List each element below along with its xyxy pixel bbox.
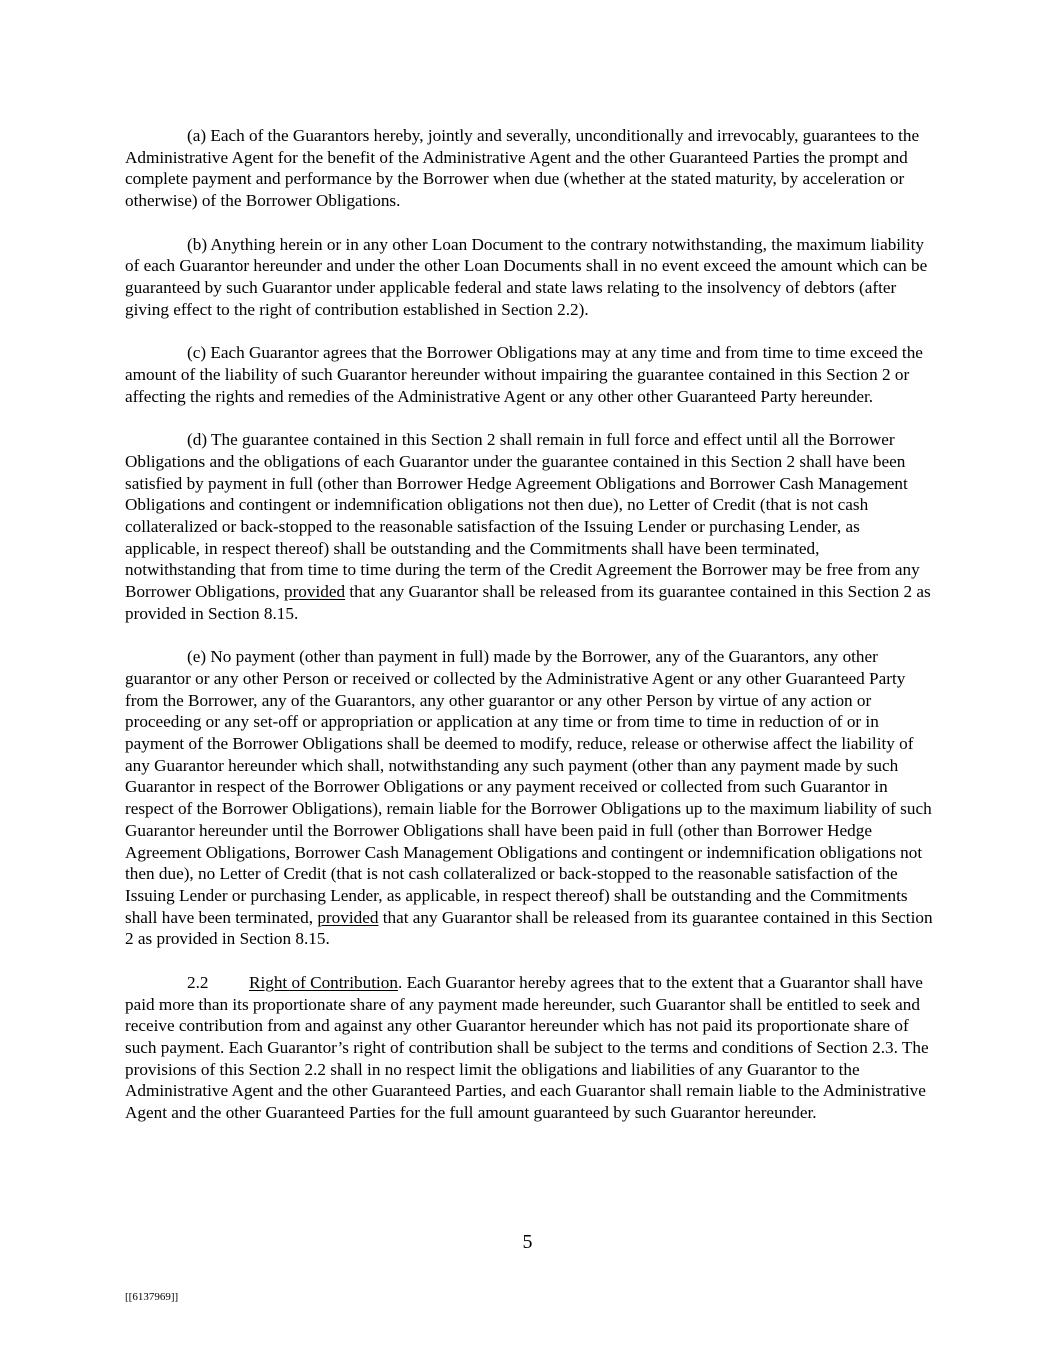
paragraph-c: (c) Each Guarantor agrees that the Borrower Obligations may at any time and from time to time exceed the amount of the liability of such Guarantor hereunder without impairing the guarantee contained in this Section 2 or affecting the rights and remedies of the Administrative Agent or any other other Guaranteed Party hereunder.	[125, 343, 923, 406]
paragraph-e-text: (e) No payment (other than payment in full) made by the Borrower, any of the Guarantors, any other guarantor or any other Person or received or collected by the Administrative Agent or any other Guaranteed Party from the Borrower, any of the Guarantors, any other guarantor or any other Person by virtue of any action or proceeding or any set-off or appropriation or application at any time or from time to time in reduction of or in payment of the Borrower Obligations shall be deemed to modify, reduce, release or otherwise affect the liability of any Guarantor hereunder which shall, notwithstanding any such payment (other than any payment made by such Guarantor in respect of the Borrower Obligations or any payment received or collected from such Guarantor in respect of the Borrower Obligations), remain liable for the Borrower Obligations up to the maximum liability of such Guarantor hereunder until the Borrower Obligations shall have been paid in full (other than Borrower Hedge Agreement Obligations, Borrower Cash Management Obligations and contingent or indemnification obligations not then due), no Letter of Credit (that is not cash collateralized or back-stopped to the reasonable satisfaction of the Issuing Lender or purchasing Lender, as applicable, in respect thereof) shall be outstanding and the Commitments shall have been terminated,	[125, 647, 932, 927]
section-2-2-heading: Right of Contribution	[249, 972, 398, 992]
paragraph-b: (b) Anything herein or in any other Loan Document to the contrary notwithstanding, the maximum liability of each Guarantor hereunder and under the other Loan Documents shall in no event exceed the amount which can be guaranteed by such Guarantor under applicable federal and state laws relating to the insolvency of debtors (after giving effect to the right of contribution established in Section 2.2).	[125, 234, 928, 319]
paragraph-a: (a) Each of the Guarantors hereby, jointly and severally, unconditionally and irrevocably, guarantees to the Administrative Agent for the benefit of the Administrative Agent and the other Guaranteed Parties the prompt and complete payment and performance by the Borrower when due (whether at the stated maturity, by acceleration or otherwise) of the Borrower Obligations.	[125, 126, 920, 211]
section-2-2-number: 2.2	[187, 972, 209, 992]
paragraph-e-tail: that any Guarantor shall be released from its guarantee contained in this Section 2 as provided in Section 8.15.	[125, 907, 933, 949]
section-2-2-text: . Each Guarantor hereby agrees that to the extent that a Guarantor shall have paid more than its proportionate share of any payment made hereunder, such Guarantor shall be entitled to seek and receive contribution from and against any other Guarantor hereunder which has not paid its proportionate share of such payment. Each Guarantor’s right of contribution shall be subject to the terms and conditions of Section 2.3. The provisions of this Section 2.2 shall in no respect limit the obligations and liabilities of any Guarantor to the Administrative Agent and the other Guaranteed Parties, and each Guarantor shall remain liable to the Administrative Agent and the other Guaranteed Parties for the full amount guaranteed by such Guarantor hereunder.	[125, 972, 929, 1123]
paragraph-e-provided: provided	[317, 907, 379, 927]
page-number: 5	[522, 1231, 533, 1253]
paragraph-e	[125, 646, 933, 950]
paragraph-d-provided: provided	[283, 582, 346, 602]
paragraph-d-text: (d) The guarantee contained in this Section 2 shall remain in full force and effect until all the Borrower Obligations and the obligations of each Guarantor under the guarantee contained in this Section 2 shall have been satisfied by payment in full (other than Borrower Hedge Agreement Obligations and Borrower Cash Management Obligations and contingent or indemnification obligations not then due), no Letter of Credit (that is not cash collateralized or back-stopped to the reasonable satisfaction of the Issuing Lender or purchasing Lender, as applicable, in respect thereof) shall be outstanding and the Commitments shall have been terminated, notwithstanding that from time to time during the term of the Credit Agreement the Borrower may be free from any Borrower Obligations,	[125, 430, 920, 602]
document-body	[125, 125, 933, 1124]
paragraph-d-tail: that any Guarantor shall be released from its guarantee contained in this Section 2 as provided in Section 8.15.	[125, 582, 931, 623]
paragraph-d	[125, 429, 933, 624]
document-id: [[6137969]]	[125, 1291, 179, 1303]
section-2-2	[125, 972, 933, 1124]
